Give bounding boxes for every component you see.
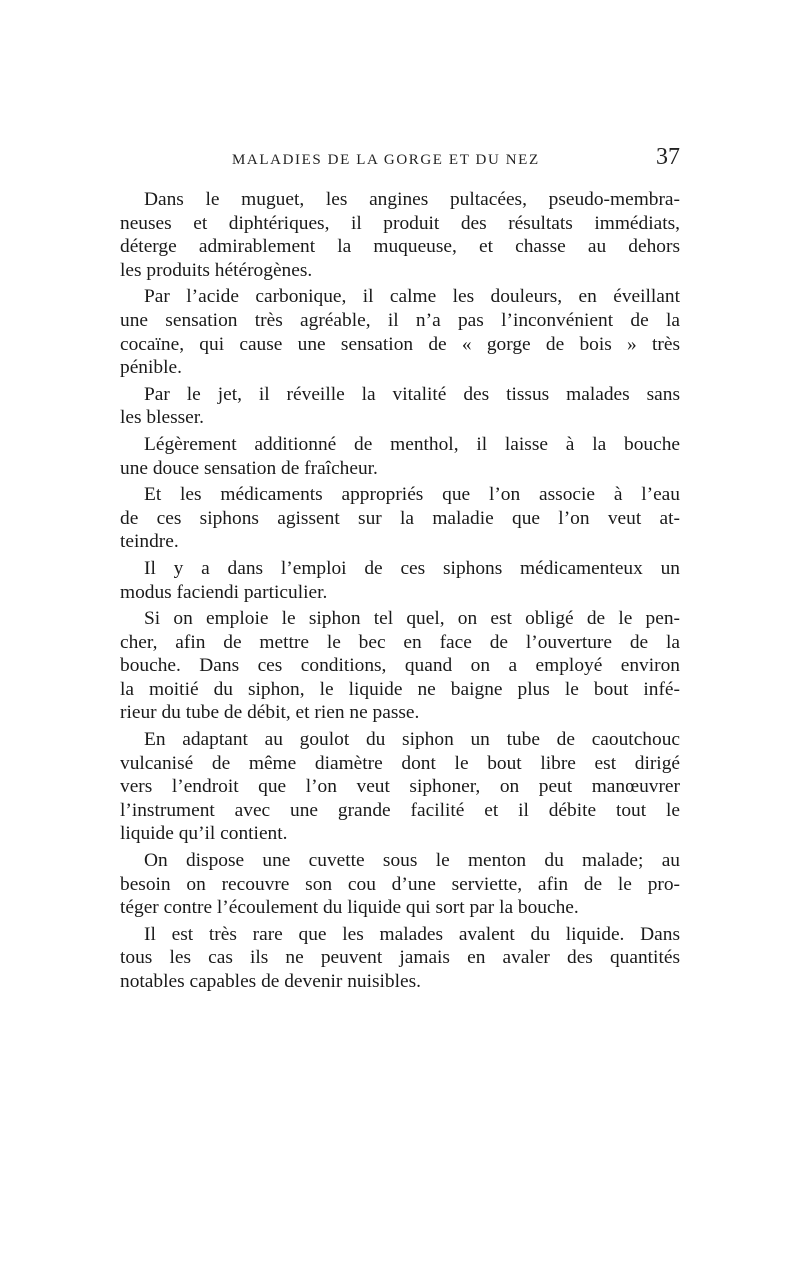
paragraph-medicaments (120, 483, 680, 554)
text-line: une sensation très agréable, il n’a pas l’inconvénient de la (120, 309, 680, 331)
paragraph-siphon-tel-quel (120, 607, 680, 725)
page-header (120, 144, 680, 178)
text-line: Il est très rare que les malades avalent du liquide. Dans (144, 923, 680, 945)
text-line: Dans le muguet, les angines pultacées, pseudo-membra- (144, 189, 680, 210)
text-line: Si on emploie le siphon tel quel, on est obligé de le pen- (144, 608, 680, 630)
text-line: les produits hétérogènes. (120, 259, 313, 281)
text-line: cocaïne, qui cause une sensation de « gorge de bois » très (120, 333, 680, 355)
text-line: On dispose une cuvette sous le menton du malade; au (144, 850, 680, 872)
paragraph-jet (120, 383, 680, 430)
text-line: besoin on recouvre son cou d’une serviette, afin de le pro- (120, 873, 680, 895)
text-line: rieur du tube de débit, et rien ne passe. (120, 702, 420, 724)
paragraph-muguet (120, 188, 680, 282)
body-text (120, 188, 680, 997)
paragraph-menthol (120, 433, 680, 480)
text-line: de ces siphons agissent sur la maladie que l’on veut at- (120, 507, 680, 529)
text-line: Par l’acide carbonique, il calme les douleurs, en éveillant (144, 286, 680, 308)
text-line: vulcanisé de même diamètre dont le bout libre est dirigé (120, 752, 680, 774)
running-title: MALADIES DE LA GORGE ET DU NEZ (232, 152, 540, 168)
text-line: les blesser. (120, 407, 205, 429)
text-line: pénible. (120, 357, 182, 379)
text-line: Il y a dans l’emploi de ces siphons médicamenteux un (144, 557, 680, 579)
text-line: une douce sensation de fraîcheur. (120, 457, 378, 479)
text-line: la moitié du siphon, le liquide ne baigne plus le bout infé- (120, 678, 680, 700)
text-line: notables capables de devenir nuisibles. (120, 971, 421, 992)
text-line: En adaptant au goulot du siphon un tube de caoutchouc (144, 729, 680, 751)
paragraph-cuvette (120, 849, 680, 920)
text-line: modus faciendi particulier. (120, 581, 328, 603)
paragraph-rare (120, 923, 680, 994)
page-number: 37 (656, 144, 680, 170)
text-line: Légèrement additionné de menthol, il laisse à la bouche (144, 433, 680, 455)
paragraph-caoutchouc (120, 728, 680, 846)
text-line: déterge admirablement la muqueuse, et chasse au dehors (120, 236, 680, 258)
text-line: bouche. Dans ces conditions, quand on a employé environ (120, 655, 680, 677)
text-line: teindre. (120, 531, 179, 553)
paragraph-acide-carbonique (120, 285, 680, 379)
text-line: Et les médicaments appropriés que l’on associe à l’eau (144, 484, 680, 506)
text-line: vers l’endroit que l’on veut siphoner, on peut manœuvrer (120, 776, 680, 798)
text-line: l’instrument avec une grande facilité et il débite tout le (120, 799, 680, 821)
paragraph-modus-faciendi (120, 557, 680, 604)
text-line: téger contre l’écoulement du liquide qui sort par la bouche. (120, 897, 579, 919)
text-line: liquide qu’il contient. (120, 823, 288, 845)
text-line: Par le jet, il réveille la vitalité des tissus malades sans (144, 383, 680, 405)
text-line: neuses et diphtériques, il produit des résultats immédiats, (120, 212, 680, 234)
text-line: tous les cas ils ne peuvent jamais en avaler des quantités (120, 947, 680, 969)
text-line: cher, afin de mettre le bec en face de l’ouverture de la (120, 631, 680, 653)
